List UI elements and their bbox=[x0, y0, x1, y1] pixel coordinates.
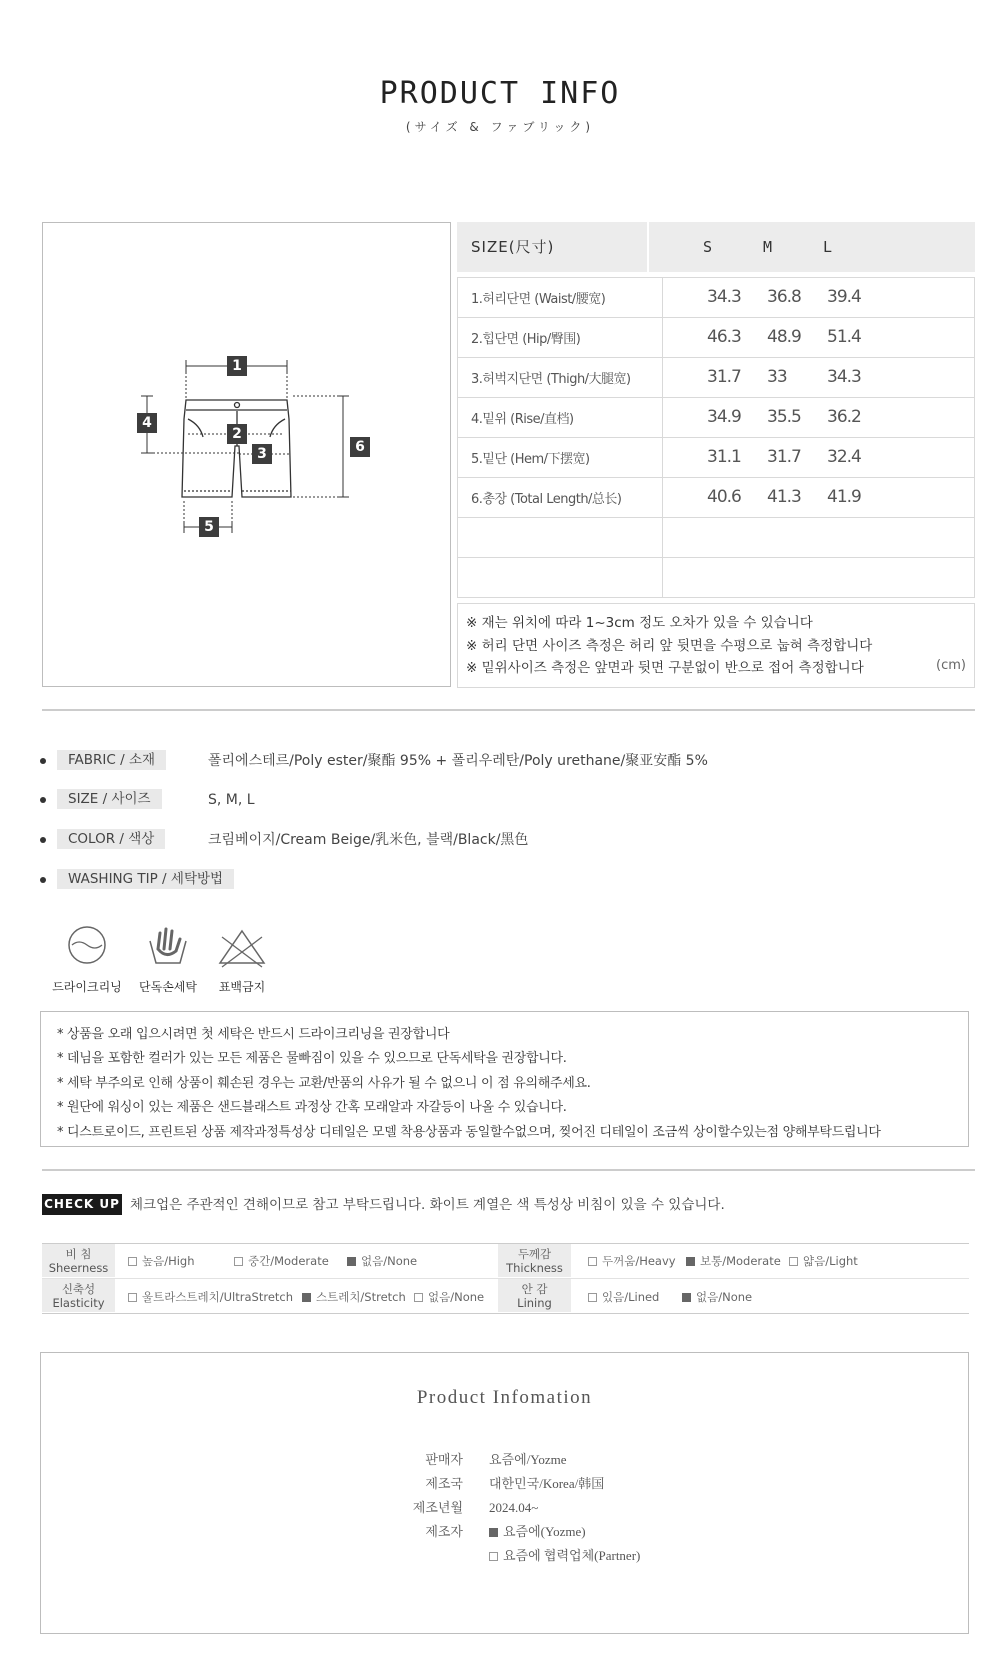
thickness-option-light[interactable] bbox=[789, 1254, 858, 1268]
bullet-icon bbox=[40, 877, 46, 883]
label-en: Elasticity bbox=[52, 1296, 105, 1310]
cell-value: 48.9 bbox=[767, 327, 801, 347]
checkbox-icon bbox=[489, 1552, 498, 1561]
checkbox-icon bbox=[414, 1293, 423, 1302]
checkup-badge: CHECK UP bbox=[42, 1194, 122, 1215]
spec-label: FABRIC / 소재 bbox=[57, 750, 166, 770]
wash-item-dry-clean bbox=[47, 925, 127, 994]
info-value-partner bbox=[489, 1547, 640, 1565]
row-label: 2.힙단면 (Hip/臀围) bbox=[458, 318, 663, 358]
checkbox-icon bbox=[588, 1293, 597, 1302]
cell-value: 40.6 bbox=[707, 487, 741, 507]
checkbox-icon bbox=[128, 1293, 137, 1302]
lining-option-none[interactable] bbox=[682, 1290, 752, 1304]
info-key-manufacturer: 제조자 bbox=[425, 1524, 463, 1539]
info-value-seller: 요즘에/Yozme bbox=[489, 1452, 567, 1467]
info-value-manufacturer bbox=[489, 1523, 586, 1541]
elasticity-option-ultrastretch[interactable] bbox=[128, 1290, 293, 1304]
label-en: Lining bbox=[517, 1296, 552, 1310]
option-label: 없음/None bbox=[696, 1290, 753, 1304]
measurement-diagram bbox=[42, 222, 451, 687]
row-label: 6.총장 (Total Length/总长) bbox=[458, 478, 663, 518]
option-label: 없음/None bbox=[428, 1290, 485, 1304]
option-label: 보통/Moderate bbox=[700, 1254, 781, 1268]
checkbox-checked-icon bbox=[489, 1528, 498, 1537]
row-label: 3.허벅지단면 (Thigh/大腿宽) bbox=[458, 358, 663, 398]
info-key-date: 제조년월 bbox=[412, 1500, 463, 1515]
spec-value: 폴리에스테르/Poly ester/聚酯 95% + 폴리우레탄/Poly urethane/聚亚安酯 5% bbox=[208, 753, 708, 769]
cell-value: 35.5 bbox=[767, 407, 801, 427]
sheerness-option-high[interactable] bbox=[128, 1254, 195, 1268]
checkbox-icon bbox=[128, 1257, 137, 1266]
wash-item-no-bleach bbox=[202, 925, 282, 994]
hand-wash-icon bbox=[128, 925, 208, 973]
table-row-empty bbox=[458, 518, 975, 558]
cell-value: 34.3 bbox=[827, 367, 861, 387]
marker-total-length: 6 bbox=[350, 437, 370, 457]
cell-value: 31.1 bbox=[707, 447, 741, 467]
product-information-box bbox=[40, 1352, 969, 1634]
care-notes bbox=[40, 1011, 969, 1147]
marker-hip: 2 bbox=[227, 424, 247, 444]
elasticity-label bbox=[42, 1279, 115, 1312]
page-title: PRODUCT INFO bbox=[379, 76, 621, 111]
checkup-text: 체크업은 주관적인 견해이므로 참고 부탁드립니다. 화이트 계열은 색 특성상 비침이 있을 수 있습니다. bbox=[130, 1197, 725, 1213]
size-table bbox=[457, 277, 975, 598]
note-line: ※ 재는 위치에 따라 1~3cm 정도 오차가 있을 수 있습니다 bbox=[466, 615, 813, 631]
care-line: * 세탁 부주의로 인해 상품이 훼손된 경우는 교환/반품의 사유가 될 수 없으니 이 점 유의해주세요. bbox=[57, 1075, 591, 1091]
care-line: * 원단에 워싱이 있는 제품은 샌드블래스트 과정상 간혹 모래알과 자갈등이 나올 수 있습니다. bbox=[57, 1100, 567, 1116]
cell-value: 36.8 bbox=[767, 287, 801, 307]
info-key-country: 제조국 bbox=[425, 1476, 463, 1491]
no-bleach-icon bbox=[202, 925, 282, 973]
cell-value: 31.7 bbox=[767, 447, 801, 467]
info-value-date: 2024.04~ bbox=[489, 1500, 539, 1515]
info-key-seller: 판매자 bbox=[425, 1452, 463, 1467]
checkbox-checked-icon bbox=[347, 1257, 356, 1266]
spec-label: SIZE / 사이즈 bbox=[57, 789, 162, 809]
cell-value: 31.7 bbox=[707, 367, 741, 387]
spec-value: S, M, L bbox=[208, 792, 255, 808]
thickness-option-moderate[interactable] bbox=[686, 1254, 781, 1268]
option-label: 얇음/Light bbox=[803, 1254, 858, 1268]
spec-label: COLOR / 색상 bbox=[57, 829, 165, 849]
cell-value: 34.3 bbox=[707, 287, 741, 307]
checkbox-checked-icon bbox=[682, 1293, 691, 1302]
label-en: Sheerness bbox=[48, 1261, 109, 1275]
cell-value: 34.9 bbox=[707, 407, 741, 427]
option-label: 두꺼움/Heavy bbox=[602, 1254, 676, 1268]
row-label: 5.밑단 (Hem/下摆宽) bbox=[458, 438, 663, 478]
sheerness-option-none[interactable] bbox=[347, 1254, 417, 1268]
label-ko: 두께감 bbox=[517, 1247, 552, 1261]
label-en: Thickness bbox=[506, 1261, 563, 1275]
wash-item-hand-wash bbox=[128, 925, 208, 994]
table-row bbox=[458, 358, 975, 398]
elasticity-option-stretch[interactable] bbox=[302, 1290, 406, 1304]
cell-value: 32.4 bbox=[827, 447, 861, 467]
wash-label: 드라이크리닝 bbox=[52, 980, 122, 994]
spec-label: WASHING TIP / 세탁방법 bbox=[57, 869, 234, 889]
option-label: 높음/High bbox=[142, 1254, 195, 1268]
option-label: 스트레치/Stretch bbox=[316, 1290, 406, 1304]
lining-option-lined[interactable] bbox=[588, 1290, 659, 1304]
product-info-title: Product Infomation bbox=[416, 1387, 593, 1408]
checkbox-checked-icon bbox=[302, 1293, 311, 1302]
size-col-s: S bbox=[703, 238, 713, 256]
page-subtitle: (サイズ & ファブリック) bbox=[405, 120, 595, 134]
marker-hem: 5 bbox=[199, 517, 219, 537]
note-line: ※ 허리 단면 사이즈 측정은 허리 앞 뒷면을 수평으로 눕혀 측정합니다 bbox=[466, 637, 873, 654]
bullet-icon bbox=[40, 797, 46, 803]
cell-value: 41.3 bbox=[767, 487, 801, 507]
option-label: 없음/None bbox=[361, 1254, 418, 1268]
care-line: * 디스트로이드, 프린트된 상품 제작과정특성상 디테일은 모델 착용상품과 동일할수없으며, 찢어진 디테일이 조금씩 상이할수있는점 양해부탁드립니다 bbox=[57, 1124, 881, 1140]
checkup-grid bbox=[42, 1243, 969, 1314]
marker-thigh: 3 bbox=[252, 444, 272, 464]
dry-clean-icon bbox=[47, 925, 127, 973]
cell-value: 51.4 bbox=[827, 327, 861, 347]
checkbox-checked-icon bbox=[686, 1257, 695, 1266]
info-value-country: 대한민국/Korea/韩国 bbox=[489, 1476, 605, 1491]
label-ko: 신축성 bbox=[61, 1282, 96, 1296]
cell-value: 33 bbox=[767, 367, 787, 387]
marker-rise: 4 bbox=[137, 413, 157, 433]
table-row bbox=[458, 478, 975, 518]
option-label: 중간/Moderate bbox=[248, 1254, 329, 1268]
table-row-empty bbox=[458, 558, 975, 598]
table-row bbox=[458, 278, 975, 318]
sheerness-option-moderate[interactable] bbox=[234, 1254, 329, 1268]
cell-value: 36.2 bbox=[827, 407, 861, 427]
bullet-icon bbox=[40, 837, 46, 843]
label-ko: 안 감 bbox=[521, 1282, 548, 1296]
checkbox-icon bbox=[789, 1257, 798, 1266]
bullet-icon bbox=[40, 758, 46, 764]
wash-label: 표백금지 bbox=[218, 980, 266, 994]
lining-label bbox=[498, 1279, 571, 1312]
table-row bbox=[458, 438, 975, 478]
checkbox-icon bbox=[234, 1257, 243, 1266]
spec-value: 크림베이지/Cream Beige/乳米色, 블랙/Black/黑色 bbox=[208, 832, 529, 848]
size-col-m: M bbox=[763, 238, 773, 256]
divider bbox=[42, 1169, 975, 1171]
note-line: ※ 밑위사이즈 측정은 앞면과 뒷면 구분없이 반으로 접어 측정합니다 bbox=[466, 660, 864, 676]
table-row bbox=[458, 318, 975, 358]
size-col-l: L bbox=[823, 238, 833, 256]
care-line: * 상품을 오래 입으시려면 첫 세탁은 반드시 드라이크리닝을 권장합니다 bbox=[57, 1027, 450, 1042]
thickness-label bbox=[498, 1244, 571, 1277]
row-label: 1.허리단면 (Waist/腰宽) bbox=[458, 278, 663, 318]
wash-label: 단독손세탁 bbox=[139, 980, 197, 994]
cell-value: 46.3 bbox=[707, 327, 741, 347]
size-table-header bbox=[457, 222, 975, 272]
option-label: 요즘에 협력업체(Partner) bbox=[503, 1548, 641, 1563]
size-header-label: SIZE(尺寸) bbox=[457, 222, 649, 272]
row-label: 4.밑위 (Rise/直档) bbox=[458, 398, 663, 438]
thickness-option-heavy[interactable] bbox=[588, 1254, 676, 1268]
elasticity-option-none[interactable] bbox=[414, 1290, 484, 1304]
unit-label: (cm) bbox=[936, 657, 966, 673]
shorts-illustration bbox=[43, 223, 450, 686]
table-row bbox=[458, 398, 975, 438]
cell-value: 41.9 bbox=[827, 487, 861, 507]
option-label: 울트라스트레치/UltraStretch bbox=[142, 1290, 294, 1304]
option-label: 요즘에(Yozme) bbox=[503, 1524, 586, 1539]
sheerness-label bbox=[42, 1244, 115, 1277]
care-line: * 데님을 포함한 컬러가 있는 모든 제품은 물빠짐이 있을 수 있으므로 단독세탁을 권장합니다. bbox=[57, 1051, 567, 1067]
checkbox-icon bbox=[588, 1257, 597, 1266]
size-notes bbox=[457, 603, 975, 688]
cell-value: 39.4 bbox=[827, 287, 861, 307]
divider bbox=[42, 709, 975, 711]
option-label: 있음/Lined bbox=[602, 1290, 660, 1304]
marker-waist: 1 bbox=[227, 356, 247, 376]
label-ko: 비 침 bbox=[65, 1247, 92, 1261]
